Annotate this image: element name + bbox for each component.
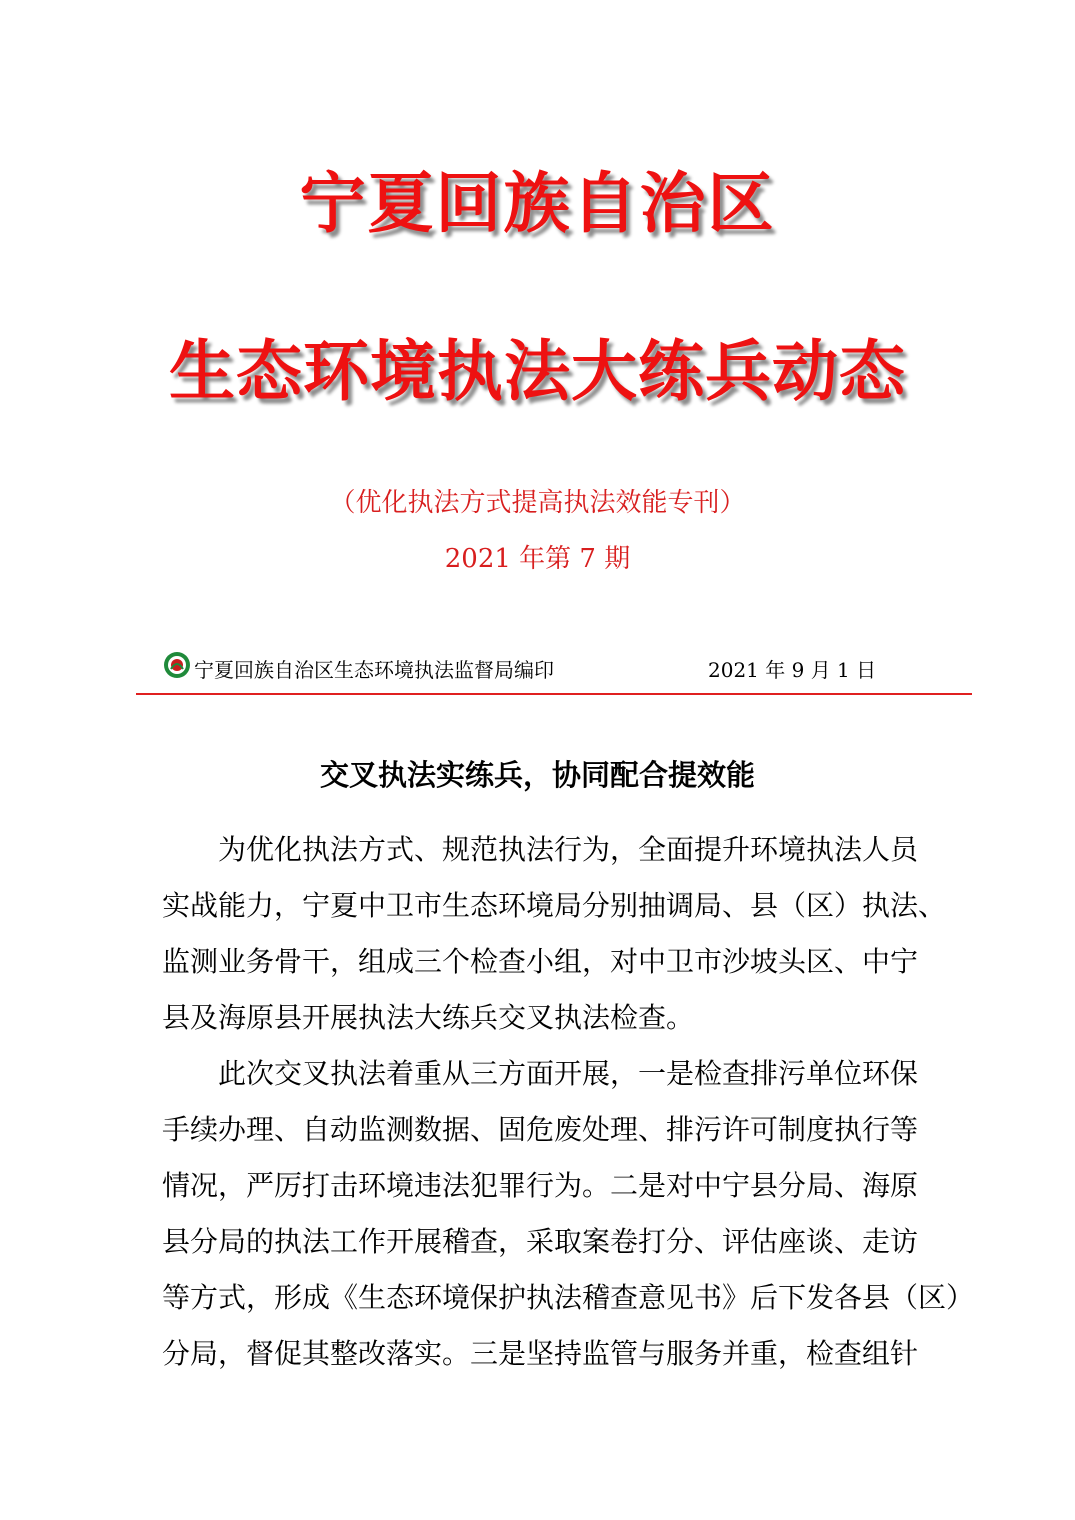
header-divider [136, 693, 972, 695]
article-line-4: 县及海原县开展执法大练兵交叉执法检查。 [162, 1001, 695, 1034]
special-issue-subtitle: （优化执法方式提高执法效能专刊） [329, 488, 746, 518]
environment-protection-emblem-icon [162, 650, 192, 680]
article-line-3: 监测业务骨干，组成三个检查小组，对中卫市沙坡头区、中宁 [162, 945, 919, 978]
article-line-9: 等方式，形成《生态环境保护执法稽查意见书》后下发各县（区） [162, 1281, 975, 1314]
article-title: 交叉执法实练兵，协同配合提效能 [319, 758, 755, 792]
article-line-6: 手续办理、自动监测数据、固危废处理、排污许可制度执行等 [162, 1113, 919, 1146]
article-line-8: 县分局的执法工作开展稽查，采取案卷打分、评估座谈、走访 [162, 1225, 919, 1258]
masthead-title-line2: 生态环境执法大练兵动态 [169, 333, 906, 410]
publish-date: 2021 年 9 月 1 日 [708, 658, 877, 682]
article-line-7: 情况，严厉打击环境违法犯罪行为。二是对中宁县分局、海原 [162, 1169, 919, 1202]
article-line-10: 分局，督促其整改落实。三是坚持监管与服务并重，检查组针 [162, 1337, 919, 1370]
publisher-row [162, 648, 982, 684]
article-line-5: 此次交叉执法着重从三方面开展，一是检查排污单位环保 [218, 1057, 919, 1090]
issue-number: 2021 年第 7 期 [444, 544, 631, 574]
article-line-1: 为优化执法方式、规范执法行为，全面提升环境执法人员 [218, 833, 919, 866]
article-line-2: 实战能力，宁夏中卫市生态环境局分别抽调局、县（区）执法、 [162, 889, 947, 922]
masthead-title-line1: 宁夏回族自治区 [299, 165, 776, 242]
publisher-name: 宁夏回族自治区生态环境执法监督局编印 [194, 658, 554, 682]
